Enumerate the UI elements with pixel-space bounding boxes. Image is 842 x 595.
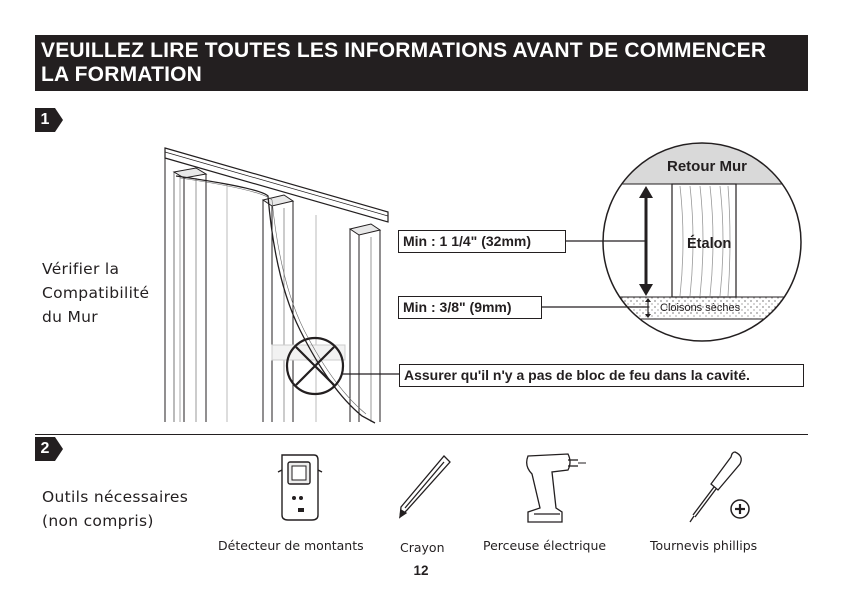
banner-title-line-1: VEUILLEZ LIRE TOUTES LES INFORMATIONS AVANT DE COMMENCER [41, 39, 767, 62]
step-1-label-line-3: du Mur [42, 308, 98, 326]
page-number: 12 [413, 563, 429, 578]
phillips-screwdriver-icon [690, 452, 749, 522]
detail-top-plate-label: Retour Mur [667, 158, 747, 175]
stud-finder-icon [278, 455, 322, 520]
detail-stud-label: Étalon [687, 236, 732, 252]
callout-min-stud: Min : 1 1/4" (32mm) [398, 230, 566, 253]
callout-fireblock: Assurer qu'il n'y a pas de bloc de feu dans la cavité. [399, 364, 804, 387]
tool-label-stud-finder: Détecteur de montants [218, 538, 364, 553]
step-1-label-line-2: Compatibilité [42, 284, 150, 302]
step-1-number: 1 [40, 111, 50, 128]
step-2-label-line-2: (non compris) [42, 512, 154, 530]
power-drill-icon [527, 454, 586, 522]
tool-label-screwdriver: Tournevis phillips [650, 538, 758, 553]
tool-label-drill: Perceuse électrique [483, 538, 607, 553]
banner-title-line-2: LA FORMATION [41, 63, 203, 86]
detail-drywall-label: Cloisons sèches [660, 302, 741, 314]
step-2-label-line-1: Outils nécessaires [42, 488, 189, 506]
step-2-number: 2 [40, 440, 50, 457]
step-1-label-line-1: Vérifier la [42, 260, 120, 278]
tool-label-pencil: Crayon [400, 540, 445, 555]
callout-min-drywall: Min : 3/8" (9mm) [398, 296, 542, 319]
pencil-icon [400, 456, 450, 517]
